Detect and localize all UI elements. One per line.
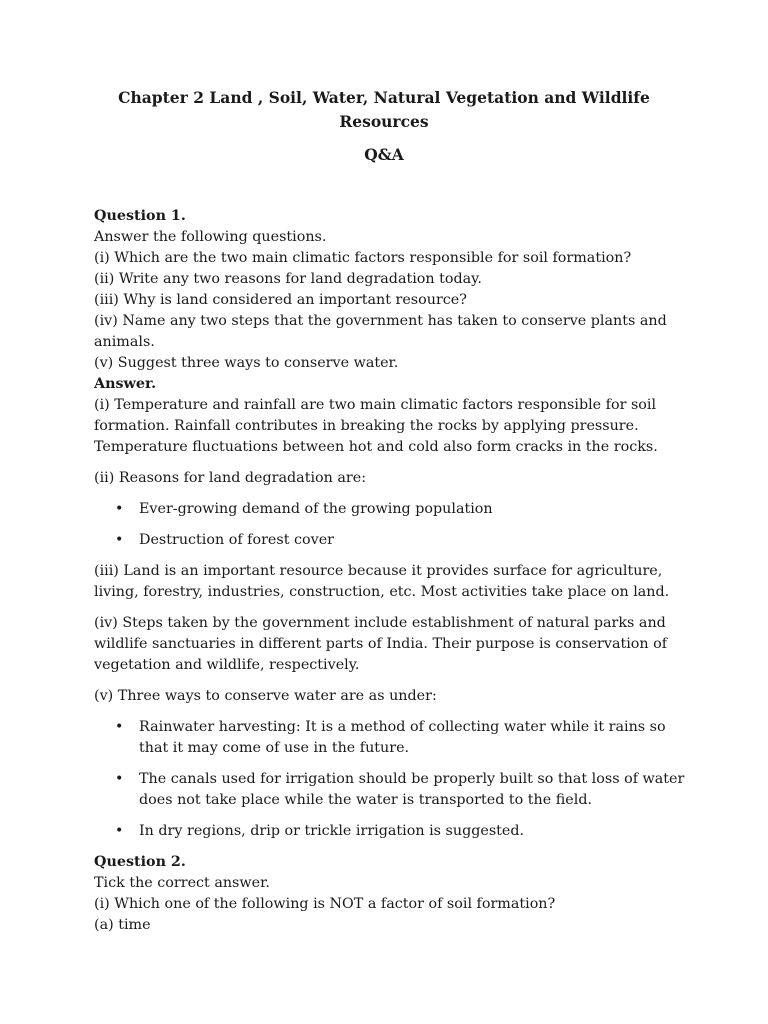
document-body — [94, 206, 694, 936]
page-title: Chapter 2 Land , Soil, Water, Natural Vegetation and Wildlife Resources — [118, 88, 650, 131]
answer-1-iii: (iii) Land is an important resource because it provides surface for agriculture, living, forestry, industries, construction, etc. Most activities take place on land. — [94, 563, 670, 600]
question-1-item: (iii) Why is land considered an important resource? — [94, 292, 467, 308]
list-item — [94, 717, 694, 759]
list-item-text: Rainwater harvesting: It is a method of collecting water while it rains so that it may come of use in the future. — [139, 719, 666, 756]
answer-1-v-intro: (v) Three ways to conserve water are as under: — [94, 688, 437, 704]
page-subtitle: Q&A — [364, 145, 404, 164]
question-1-block — [94, 206, 694, 842]
bullet-icon: • — [115, 532, 124, 548]
question-1-item: (iv) Name any two steps that the government has taken to conserve plants and animals. — [94, 313, 667, 350]
answer-1-iv: (iv) Steps taken by the government include establishment of natural parks and wildlife sanctuaries in different parts of India. Their purpose is conservation of vegetation and wildlife, respectively. — [94, 615, 668, 673]
list-item — [94, 499, 694, 520]
question-1-heading: Question 1. — [94, 208, 186, 224]
bullet-icon: • — [115, 719, 124, 735]
question-2-block — [94, 852, 694, 936]
list-item-text: In dry regions, drip or trickle irrigation is suggested. — [139, 823, 525, 839]
question-1-item: (i) Which are the two main climatic factors responsible for soil formation? — [94, 250, 632, 266]
list-item-text: The canals used for irrigation should be properly built so that loss of water does not take place while the water is transported to the field. — [139, 771, 685, 808]
bullet-icon: • — [115, 501, 124, 517]
answer-1-ii-list — [94, 499, 694, 551]
question-2-heading: Question 2. — [94, 854, 186, 870]
bullet-icon: • — [115, 771, 124, 787]
list-item-text: Ever-growing demand of the growing population — [139, 501, 493, 517]
list-item-text: Destruction of forest cover — [139, 532, 334, 548]
answer-1-heading: Answer. — [94, 376, 157, 392]
answer-1-v-list — [94, 717, 694, 842]
question-1-item: (ii) Write any two reasons for land degradation today. — [94, 271, 482, 287]
question-2-option-a: (a) time — [94, 917, 151, 933]
question-1-instruction: Answer the following questions. — [94, 229, 327, 245]
question-1-item: (v) Suggest three ways to conserve water. — [94, 355, 399, 371]
list-item — [94, 530, 694, 551]
list-item — [94, 769, 694, 811]
question-2-item: (i) Which one of the following is NOT a factor of soil formation? — [94, 896, 556, 912]
list-item — [94, 821, 694, 842]
bullet-icon: • — [115, 823, 124, 839]
answer-1-i: (i) Temperature and rainfall are two main climatic factors responsible for soil formation. Rainfall contributes in breaking the rocks by applying pressure. Temperature fluctuations between hot and cold also form cracks in the rocks. — [94, 397, 658, 455]
answer-1-ii-intro: (ii) Reasons for land degradation are: — [94, 470, 367, 486]
question-2-instruction: Tick the correct answer. — [94, 875, 270, 891]
